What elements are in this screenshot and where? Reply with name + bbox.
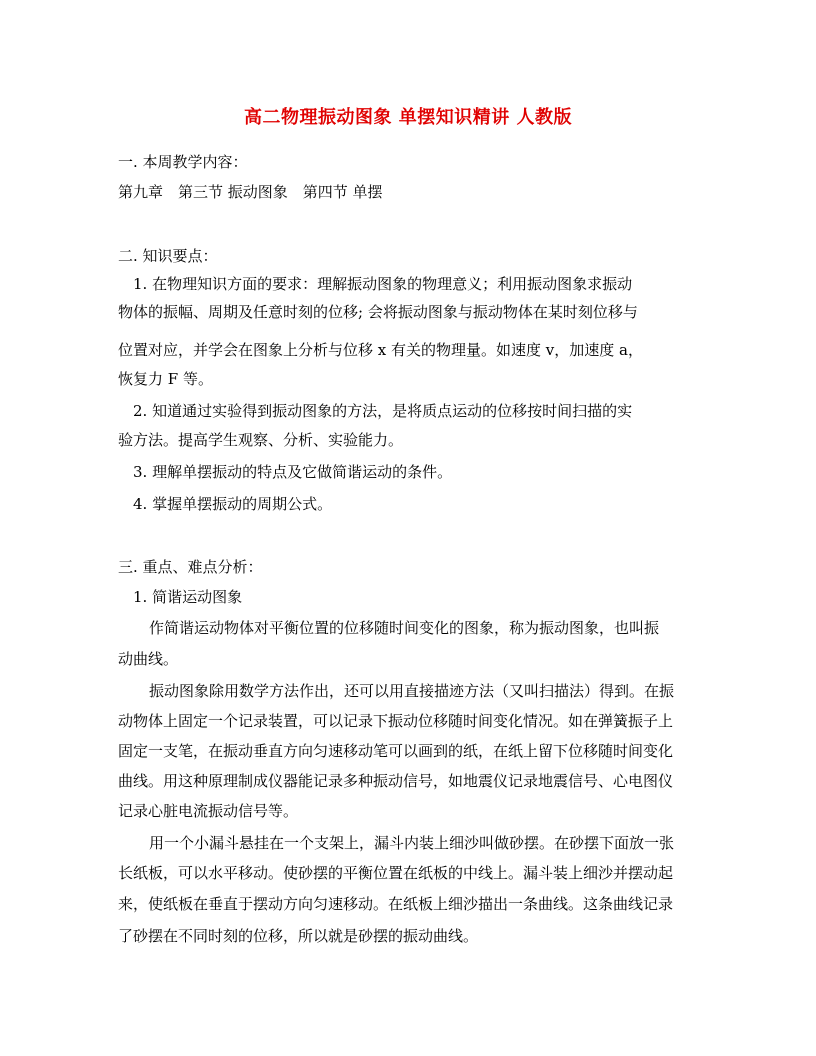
list-item-line: 3. 理解单摆振动的特点及它做简谐运动的条件。	[133, 463, 453, 481]
paragraph-line: 振动图象除用数学方法作出，还可以用直接描迹方法（又叫扫描法）得到。在振	[149, 682, 675, 700]
list-item-line: 2. 知道通过实验得到振动图象的方法，是将质点运动的位移按时间扫描的实	[133, 402, 633, 420]
paragraph-line: 来，使纸板在垂直于摆动方向匀速移动。在纸板上细沙描出一条曲线。这条曲线记录	[118, 895, 674, 913]
paragraph-line: 记录心脏电流振动信号等。	[118, 802, 299, 820]
paragraph-line: 用一个小漏斗悬挂在一个支架上，漏斗内装上细沙叫做砂摆。在砂摆下面放一张	[149, 834, 675, 852]
chapter-line: 第九章 第三节 振动图象 第四节 单摆	[118, 183, 383, 201]
section-heading: 一. 本周教学内容：	[118, 153, 248, 171]
list-item-line: 恢复力 F 等。	[118, 370, 213, 388]
section-heading: 三. 重点、难点分析：	[118, 558, 263, 576]
section-heading: 二. 知识要点：	[118, 247, 218, 265]
paragraph-line: 长纸板，可以水平移动。使砂摆的平衡位置在纸板的中线上。漏斗装上细沙并摆动起	[118, 864, 674, 882]
subsection-heading: 1. 简谐运动图象	[133, 588, 243, 606]
paragraph-line: 固定一支笔，在振动垂直方向匀速移动笔可以画到的纸，在纸上留下位移随时间变化	[118, 742, 674, 760]
list-item-line: 验方法。提高学生观察、分析、实验能力。	[118, 431, 404, 449]
list-item-line: 4. 掌握单摆振动的周期公式。	[133, 495, 333, 513]
list-item-line: 位置对应，并学会在图象上分析与位移 x 有关的物理量。如速度 v，加速度 a，	[118, 341, 643, 359]
list-item-line: 物体的振幅、周期及任意时刻的位移; 会将振动图象与振动物体在某时刻位移与	[118, 303, 638, 321]
page-title: 高二物理振动图象 单摆知识精讲 人教版	[243, 107, 573, 128]
paragraph-line: 作简谐运动物体对平衡位置的位移随时间变化的图象，称为振动图象，也叫振	[149, 619, 660, 637]
list-item-line: 1. 在物理知识方面的要求：理解振动图象的物理意义；利用振动图象求振动	[133, 275, 633, 293]
paragraph-line: 动物体上固定一个记录装置，可以记录下振动位移随时间变化情况。如在弹簧振子上	[118, 712, 674, 730]
paragraph-line: 了砂摆在不同时刻的位移，所以就是砂摆的振动曲线。	[118, 927, 479, 945]
paragraph-line: 曲线。用这种原理制成仪器能记录多种振动信号，如地震仪记录地震信号、心电图仪	[118, 772, 674, 790]
paragraph-line: 动曲线。	[118, 650, 179, 668]
